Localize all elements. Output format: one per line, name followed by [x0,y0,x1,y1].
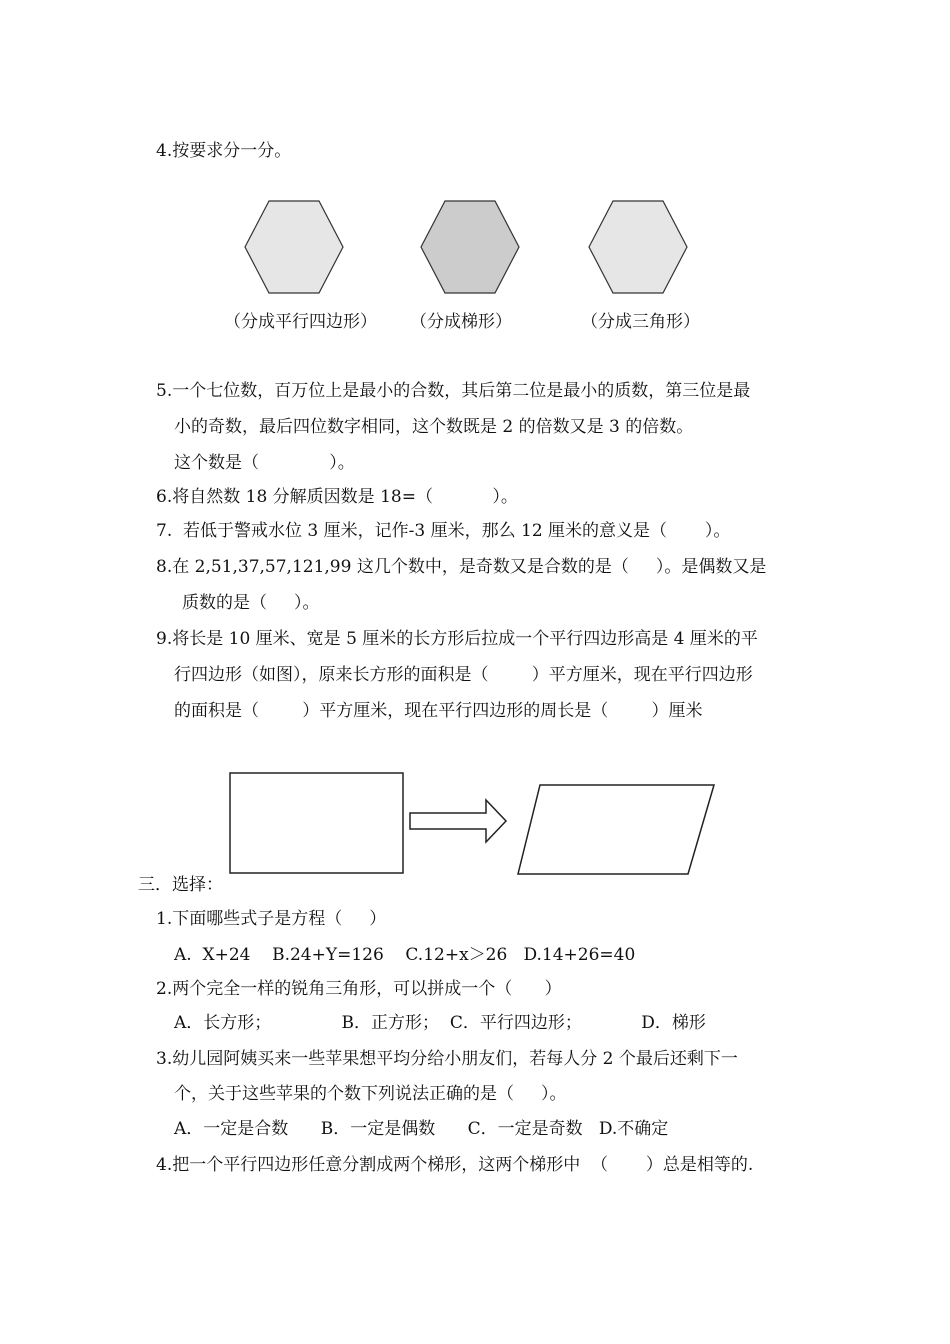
choice-1-options: A. X+24 B.24+Y=126 C.12+x＞26 D.14+26=40 [174,945,636,965]
hexagon-shape-2 [421,201,519,293]
rectangle-shape [230,773,403,873]
section-3-heading: 三．选择： [138,875,223,895]
q4-title: 4.按要求分一分。 [156,141,292,161]
hexagon-shape-3 [589,201,687,293]
q5-line-2: 小的奇数，最后四位数字相同，这个数既是 2 的倍数又是 3 的倍数。 [174,417,694,437]
hexagon-parallelogram-figure [244,200,344,294]
q5-line-1: 5.一个七位数，百万位上是最小的合数，其后第二位是最小的质数，第三位是最 [156,381,751,401]
q7-text: 7. 若低于警戒水位 3 厘米，记作-3 厘米，那么 12 厘米的意义是（ ）。 [156,521,731,541]
rectangle-to-parallelogram-figure [228,770,718,880]
q9-line-1: 9.将长是 10 厘米、宽是 5 厘米的长方形后拉成一个平行四边形高是 4 厘米的平 [156,629,758,649]
q9-line-2: 行四边形（如图），原来长方形的面积是（ ）平方厘米，现在平行四边形 [174,665,753,685]
q5-line-3: 这个数是（ ）。 [174,453,355,473]
parallelogram-shape [518,785,714,874]
choice-1-stem: 1.下面哪些式子是方程（ ） [156,909,387,929]
q6-text: 6.将自然数 18 分解质因数是 18=（ ）。 [156,487,518,507]
choice-3-options: A．一定是合数 B．一定是偶数 C．一定是奇数 D.不确定 [174,1119,669,1139]
q8-line-1: 8.在 2,51,37,57,121,99 这几个数中，是奇数又是合数的是（ ）。是偶数又是 [156,557,767,577]
hexagon-triangle-figure [588,200,688,294]
q8-line-2: 质数的是（ ）。 [182,593,320,613]
choice-4-stem: 4.把一个平行四边形任意分割成两个梯形，这两个梯形中 （ ）总是相等的. [156,1155,754,1175]
hexagon-trapezoid-figure [420,200,520,294]
choice-2-stem: 2.两个完全一样的锐角三角形，可以拼成一个（ ） [156,979,562,999]
q9-line-3: 的面积是（ ）平方厘米，现在平行四边形的周长是（ ）厘米 [174,701,703,721]
hexagon-shape-1 [245,201,343,293]
choice-3-line-1: 3.幼儿园阿姨买来一些苹果想平均分给小朋友们，若每人分 2 个最后还剩下一 [156,1049,738,1069]
choice-3-line-2: 个，关于这些苹果的个数下列说法正确的是（ ）。 [174,1084,567,1104]
arrow-shape [410,800,506,842]
caption-parallelogram: （分成平行四边形） [224,312,377,332]
choice-2-options: A．长方形； B．正方形； C．平行四边形； D．梯形 [174,1013,706,1033]
caption-trapezoid: （分成梯形） [410,312,512,332]
caption-triangle: （分成三角形） [581,312,700,332]
